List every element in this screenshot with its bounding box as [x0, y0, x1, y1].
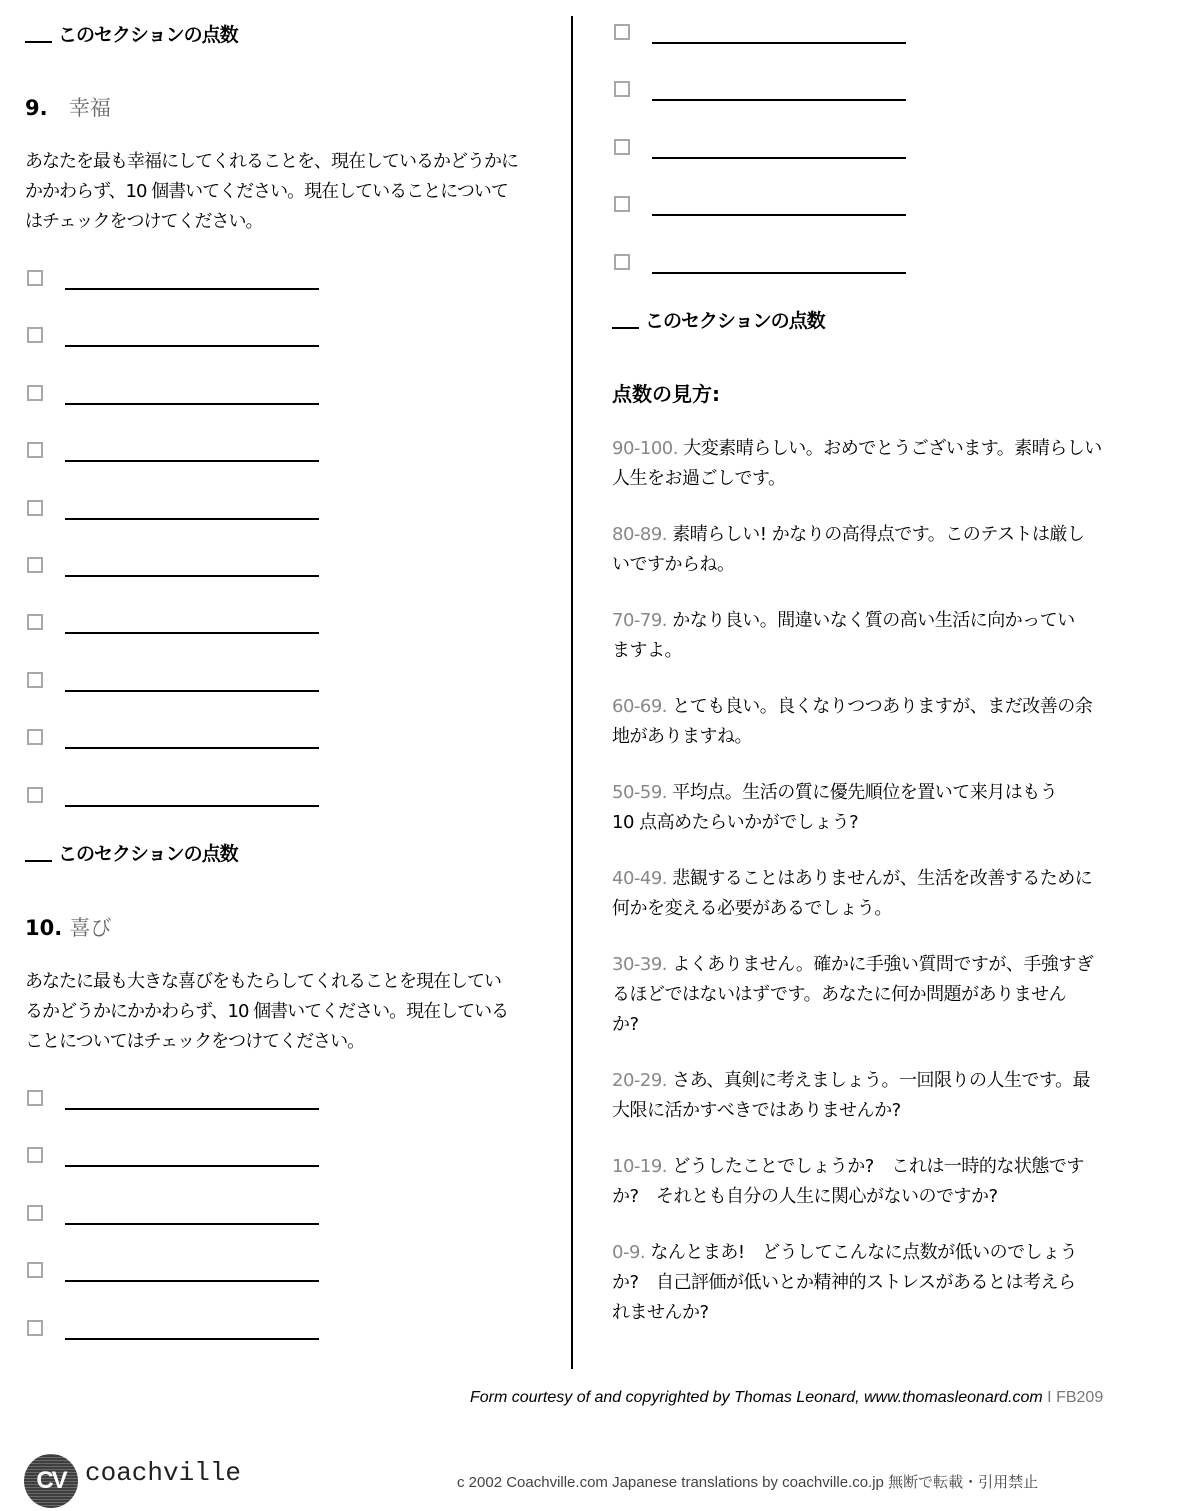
section-9-instructions	[25, 147, 555, 237]
checklist-item	[614, 194, 914, 224]
rating-item	[612, 606, 1132, 666]
score-blank[interactable]	[612, 315, 639, 329]
rating-line	[612, 636, 1132, 666]
rating-item	[612, 1238, 1132, 1328]
rating-range: 60-69.	[612, 696, 668, 717]
coachville-wordmark: coachville	[85, 1458, 242, 1488]
score-blank[interactable]	[25, 29, 52, 43]
rating-range: 40-49.	[612, 868, 668, 889]
rating-text: 平均点。生活の質に優先順位を置いて来月はもう	[672, 782, 1058, 803]
checkbox-icon[interactable]	[27, 1262, 43, 1278]
checklist-item	[27, 1260, 327, 1290]
credit-text: Form courtesy of and copyrighted by Thomas Leonard, www.thomasleonard.com	[470, 1389, 1043, 1406]
rating-range: 30-39.	[612, 954, 668, 975]
rating-item	[612, 1152, 1132, 1212]
answer-line[interactable]	[65, 345, 319, 347]
rating-line	[612, 1066, 1132, 1096]
section-number: 10.	[25, 916, 63, 940]
section-score-label: このセクションの点数	[58, 843, 238, 865]
answer-line[interactable]	[65, 1280, 319, 1282]
rating-line	[612, 1182, 1132, 1212]
answer-line[interactable]	[652, 42, 906, 44]
rating-text: 大変素晴らしい。おめでとうございます。素晴らしい	[683, 438, 1102, 459]
checkbox-icon[interactable]	[614, 24, 630, 40]
section-name: 幸福	[68, 96, 111, 120]
rating-text: とても良い。良くなりつつありますが、まだ改善の余	[672, 696, 1093, 717]
checkbox-icon[interactable]	[27, 442, 43, 458]
rating-item	[612, 434, 1132, 494]
checklist-item	[27, 1203, 327, 1233]
rating-line	[612, 550, 1132, 580]
rating-line	[612, 1096, 1132, 1126]
answer-line[interactable]	[65, 632, 319, 634]
answer-line[interactable]	[652, 99, 906, 101]
checklist-item	[27, 670, 327, 700]
rating-text: 悲観することはありませんが、生活を改善するために	[672, 868, 1093, 889]
section-10-title	[25, 912, 112, 942]
checkbox-icon[interactable]	[614, 139, 630, 155]
rating-line	[612, 1268, 1132, 1298]
rating-text: 素晴らしい! かなりの高得点です。このテストは厳し	[672, 524, 1085, 545]
checkbox-icon[interactable]	[27, 270, 43, 286]
rating-line	[612, 434, 1132, 464]
checklist-item	[614, 252, 914, 282]
checkbox-icon[interactable]	[27, 1320, 43, 1336]
checkbox-icon[interactable]	[27, 614, 43, 630]
rating-item	[612, 1066, 1132, 1126]
rating-line	[612, 950, 1132, 980]
checklist-item	[614, 137, 914, 167]
checklist-item	[27, 383, 327, 413]
rating-line	[612, 606, 1132, 636]
rating-line	[612, 808, 1132, 838]
answer-line[interactable]	[652, 214, 906, 216]
rating-line	[612, 464, 1132, 494]
answer-line[interactable]	[65, 288, 319, 290]
rating-line	[612, 692, 1132, 722]
rating-text: どうしたことでしょうか? これは一時的な状態です	[672, 1156, 1084, 1177]
answer-line[interactable]	[65, 460, 319, 462]
checkbox-icon[interactable]	[27, 1147, 43, 1163]
rating-text: 大限に活かすべきではありませんか?	[612, 1100, 901, 1121]
rating-line	[612, 980, 1132, 1010]
checklist-item	[27, 555, 327, 585]
checklist-item	[27, 727, 327, 757]
rating-line	[612, 864, 1132, 894]
section-name: 喜び	[69, 916, 112, 940]
checkbox-icon[interactable]	[27, 327, 43, 343]
rating-item	[612, 520, 1132, 580]
instruction-line: あなたを最も幸福にしてくれることを、現在しているかどうかに	[25, 151, 518, 172]
answer-line[interactable]	[65, 1165, 319, 1167]
rating-text: るほどではないはずです。あなたに何か問題がありません	[612, 984, 1067, 1005]
rating-item	[612, 692, 1132, 752]
rating-range: 90-100.	[612, 438, 678, 459]
rating-text: よくありません。確かに手強い質問ですが、手強すぎ	[672, 954, 1094, 975]
checklist-item	[614, 79, 914, 109]
answer-line[interactable]	[65, 518, 319, 520]
rating-text: なんとまあ! どうしてこんなに点数が低いのでしょう	[650, 1242, 1078, 1263]
checkbox-icon[interactable]	[27, 500, 43, 516]
checklist-item	[27, 785, 327, 815]
rating-range: 70-79.	[612, 610, 668, 631]
section-score-9	[25, 839, 238, 866]
answer-line[interactable]	[65, 805, 319, 807]
rating-text: 人生をお過ごしです。	[612, 468, 786, 489]
checklist-item	[27, 325, 327, 355]
rating-line	[612, 778, 1132, 808]
rating-text: れませんか?	[612, 1302, 709, 1323]
checklist-item	[27, 268, 327, 298]
section-score-10	[612, 306, 825, 333]
section-10-instructions	[25, 967, 555, 1057]
checkbox-icon[interactable]	[614, 81, 630, 97]
checkbox-icon[interactable]	[614, 254, 630, 270]
section-score-label: このセクションの点数	[645, 310, 825, 332]
rating-range: 10-19.	[612, 1156, 668, 1177]
answer-line[interactable]	[65, 690, 319, 692]
section-score-label: このセクションの点数	[58, 24, 238, 46]
rating-text: か? 自己評価が低いとか精神的ストレスがあるとは考えら	[612, 1272, 1076, 1293]
rating-item	[612, 950, 1132, 1040]
section-score-8	[25, 20, 238, 47]
answer-line[interactable]	[652, 157, 906, 159]
rating-range: 20-29.	[612, 1070, 668, 1091]
checklist-item	[27, 498, 327, 528]
checklist-item	[614, 22, 914, 52]
rating-text: 10 点高めたらいかがでしょう?	[612, 812, 859, 833]
rating-text: かなり良い。間違いなく質の高い生活に向かってい	[672, 610, 1075, 631]
checklist-item	[27, 1145, 327, 1175]
column-divider	[571, 16, 573, 1369]
instruction-line: ことについてはチェックをつけてください。	[25, 1031, 365, 1052]
checkbox-icon[interactable]	[27, 787, 43, 803]
answer-line[interactable]	[65, 1338, 319, 1340]
answer-line[interactable]	[65, 1108, 319, 1110]
form-code: FB209	[1056, 1389, 1104, 1406]
coachville-logo-icon: CV	[24, 1454, 78, 1508]
checklist-item	[27, 612, 327, 642]
rating-line	[612, 520, 1132, 550]
instruction-line: はチェックをつけてください。	[25, 211, 263, 232]
rating-line	[612, 1010, 1132, 1040]
checklist-item	[27, 440, 327, 470]
form-credit	[470, 1389, 1103, 1407]
rating-range: 50-59.	[612, 782, 668, 803]
rating-text: か? それとも自分の人生に関心がないのですか?	[612, 1186, 998, 1207]
checkbox-icon[interactable]	[614, 196, 630, 212]
rating-line	[612, 722, 1132, 752]
answer-line[interactable]	[65, 575, 319, 577]
rating-item	[612, 778, 1132, 838]
checkbox-icon[interactable]	[27, 672, 43, 688]
rating-line	[612, 1238, 1132, 1268]
rating-text: 何かを変える必要があるでしょう。	[612, 898, 892, 919]
rating-line	[612, 1298, 1132, 1328]
rating-text: か?	[612, 1014, 639, 1035]
checkbox-icon[interactable]	[27, 729, 43, 745]
checkbox-icon[interactable]	[27, 385, 43, 401]
rating-text: いですからね。	[612, 554, 735, 575]
rating-line	[612, 1152, 1132, 1182]
instruction-line: かかわらず、10 個書いてください。現在していることについて	[25, 181, 508, 202]
checkbox-icon[interactable]	[27, 557, 43, 573]
credit-separator: I	[1047, 1389, 1052, 1406]
answer-line[interactable]	[652, 272, 906, 274]
rating-text: ますよ。	[612, 640, 682, 661]
answer-line[interactable]	[65, 403, 319, 405]
rating-text: 地がありますね。	[612, 726, 752, 747]
copyright-notice: c 2002 Coachville.com Japanese translations by coachville.co.jp 無断で転載・引用禁止	[457, 1474, 1039, 1491]
score-blank[interactable]	[25, 848, 52, 862]
scoring-heading: 点数の見方:	[612, 382, 720, 406]
instruction-line: あなたに最も大きな喜びをもたらしてくれることを現在してい	[25, 971, 501, 992]
instruction-line: るかどうかにかかわらず、10 個書いてください。現在している	[25, 1001, 509, 1022]
section-9-title	[25, 92, 111, 122]
rating-item	[612, 864, 1132, 924]
checklist-item	[27, 1318, 327, 1348]
section-number: 9.	[25, 96, 48, 120]
answer-line[interactable]	[65, 747, 319, 749]
rating-range: 0-9.	[612, 1242, 646, 1263]
checkbox-icon[interactable]	[27, 1205, 43, 1221]
rating-line	[612, 894, 1132, 924]
rating-range: 80-89.	[612, 524, 668, 545]
checkbox-icon[interactable]	[27, 1090, 43, 1106]
answer-line[interactable]	[65, 1223, 319, 1225]
checklist-item	[27, 1088, 327, 1118]
rating-text: さあ、真剣に考えましょう。一回限りの人生です。最	[672, 1070, 1091, 1091]
